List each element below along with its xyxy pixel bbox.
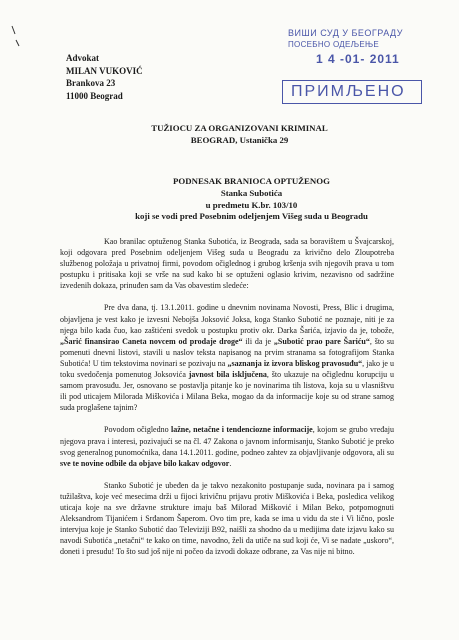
stamp-department: ПОСЕБНО ОДЕЉЕЊЕ — [288, 40, 380, 49]
recipient-block — [0, 123, 459, 146]
paragraph-3: Povodom očigledno lažne, netačne i tendenciozne informacije, kojom se grubo vređaju njegova prava i interesi, pozivajući se na čl. 47 Zakona o javnom informisanju, Stanko Subotić je preko svog generalnog punomoćnika, dana 14.1.2011. godine, podneo zahtev za objavljivanje odgovora, ali su sve te novine odbile da objave bilo kakav odgovor. — [60, 425, 395, 468]
sender-address — [66, 52, 143, 102]
stamp-received: ПРИМЉЕНО — [282, 80, 422, 104]
paragraph-2: Pre dva dana, tj. 13.1.2011. godine u dnevnim novinama Novosti, Press, Blic i drugima, objavljena je vest kako je izvesni Nebojša Joksović Joksa, koga Stanko Subotić ne poznaje, niti je za njega bilo kada čuo, kao zaštićeni svedok u postupku protiv okr. Darka Šarića, izjavio da je, tobože, „Šarić finansirao Caneta novcem od prodaje droge“ ili da je „Subotić prao pare Šariću“, što su pomenuti dnevni listovi, stavili u naslov teksta napisanog na prvim stranama sa fotografijom Stanka Subotića! U tim tekstovima novinari se pozivaju na „saznanja iz izvora bliskog pravosuđu“, jako je u toku svedočenja pomenutog Joksovića javnost bila isključena, što ukazuje na očiglednu korupciju u samom pravosuđu. Jer, osnovano se postavlja pitanje ko je novinarima tih listova, koja su u vlasništvu ili pod uticajem Milorada Miškovića i Milana Beka, mogao da da informacije koje su od strane samog suda proglašene tajnim? — [60, 303, 395, 413]
document-body — [60, 236, 394, 568]
recipient-address: BEOGRAD, Ustanička 29 — [190, 134, 289, 145]
document-title — [0, 176, 459, 223]
paragraph-1: Kao branilac optuženog Stanka Subotića, iz Beograda, sada sa boravištem u Švajcarskoj, koji odgovara pred Posebnim odeljenjem Višeg suda u Beogradu za krivično delo Zloupotreba službenog položaja u privatnoj firmi, povodom očiglednog i grubog kršenja svih njegovih prava u tom postupku i pritisaka koji se vrše na sud kako bi se optuženi oglasio krivim, nezavisno od sadržine izvedenih dokaza, prinuđen sam da Vas obavestim sledeće: — [60, 237, 394, 291]
title-line-3: u predmetu K.br. 103/10 — [205, 199, 298, 210]
title-line-1: PODNESAK BRANIOCA OPTUŽENOG — [173, 176, 330, 186]
stamp-date: 1 4 -01- 2011 — [316, 52, 400, 66]
stamp-court: ВИШИ СУД У БЕОГРАДУ — [288, 28, 403, 38]
pen-mark — [10, 24, 24, 50]
title-line-2: Stanka Subotića — [220, 187, 283, 198]
title-line-4: koji se vodi pred Posebnim odeljenjem Višeg suda u Beogradu — [135, 211, 368, 222]
sender-city: 11000 Beograd — [66, 90, 123, 101]
court-received-stamp — [282, 28, 424, 108]
paragraph-4: Stanko Subotić je ubeđen da je takvo nezakonito postupanje suda, novinara pa i samog tužilaštva, koje već mesecima drži u fijoci krivičnu prijavu protiv Miškovića i Beka, posledica velikog uticaja koje na sve državne strukture imaju baš Milorad Mišković i Milan Beko, potpomognuti Aleksandrom Tijanićem i Srđanom Šaperom. Ovo tim pre, kada se ima u vidu da ste i Vi lično, posle intervjua koje je Stanko Subotić dao Televiziji B92, naišli za shodno da u medijima date izjavu kako su navodi Subotića „netačni“ te kako on time, navodno, želi da utiče na sud koji će, Vi se nadate „uskoro“, doneti i presudu! To što sud još nije ni počeo da izvodi dokaze odbrane, za Vas nije ni bitno. — [60, 480, 394, 557]
recipient-name: TUŽIOCU ZA ORGANIZOVANI KRIMINAL — [151, 123, 328, 133]
sender-name: MILAN VUKOVIĆ — [66, 65, 143, 76]
sender-title: Advokat — [66, 53, 100, 63]
sender-street: Brankova 23 — [66, 78, 116, 88]
